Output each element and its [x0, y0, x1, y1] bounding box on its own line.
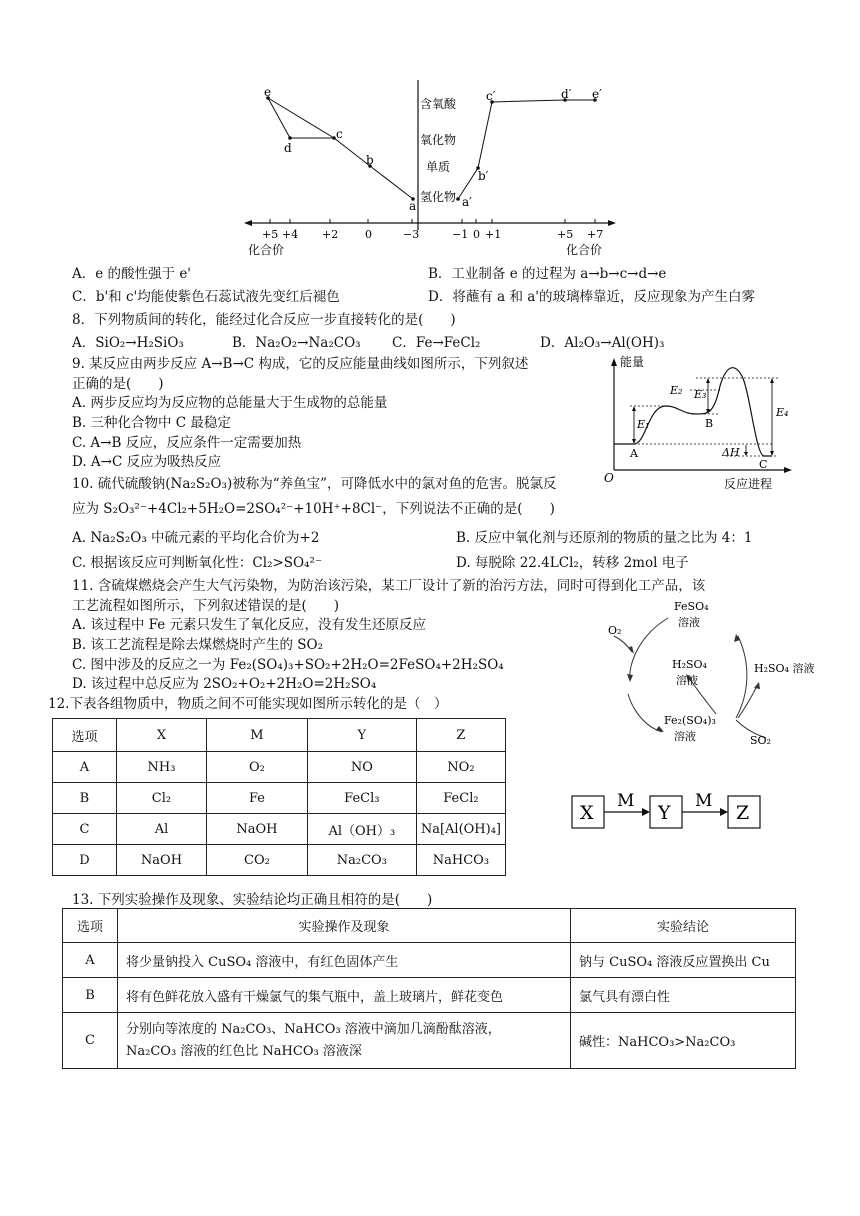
q11-option-b: B. 该工艺流程是除去煤燃烧时产生的 SO₂: [72, 637, 324, 653]
table-row: [53, 752, 506, 783]
point-label: e′: [592, 87, 602, 101]
table-cell: 氯气具有漂白性: [571, 978, 796, 1013]
q8-option-d: D．Al₂O₃→Al(OH)₃: [540, 335, 665, 351]
q9-option-c: C. A→B 反应，反应条件一定需要加热: [72, 435, 302, 451]
q9-option-d: D. A→C 反应为吸热反应: [72, 454, 222, 470]
h2so4-output-label: H₂SO₄ 溶液: [754, 662, 815, 675]
table-header: 选项: [53, 719, 117, 752]
q7-option-c: C．b'和 c'均能使紫色石蕊试液先变红后褪色: [72, 289, 340, 305]
table-cell: 将有色鲜花放入盛有干燥氯气的集气瓶中，盖上玻璃片，鲜花变色: [118, 978, 571, 1013]
q9-stem-cont: 正确的是( ): [72, 376, 164, 392]
tick-label: −1: [452, 228, 469, 241]
table-cell: 将少量钠投入 CuSO₄ 溶液中，有红色固体产生: [118, 943, 571, 978]
table-cell: NaOH: [207, 814, 308, 845]
feso4-label: FeSO₄: [674, 600, 709, 613]
q8-option-a: A．SiO₂→H₂SiO₃: [72, 335, 184, 351]
scheme-z: Z: [736, 802, 750, 824]
category-label: 含氧酸: [420, 97, 457, 111]
point-label: c: [336, 127, 343, 141]
table-header: M: [207, 719, 308, 752]
fe2so43-label: Fe₂(SO₄)₃: [664, 714, 716, 727]
table-header: X: [116, 719, 206, 752]
q11-option-c: C. 图中涉及的反应之一为 Fe₂(SO₄)₃+SO₂+2H₂O=2FeSO₄+2H₂SO₄: [72, 657, 504, 673]
table-cell: 钠与 CuSO₄ 溶液反应置换出 Cu: [571, 943, 796, 978]
category-label: 氢化物: [420, 190, 457, 204]
table-cell: C: [63, 1013, 118, 1069]
scheme-y: Y: [658, 802, 671, 824]
table-cell: NH₃: [116, 752, 206, 783]
fe2so43-solution-label: 溶液: [674, 730, 696, 743]
q13-table: [62, 908, 796, 1069]
point-label: a: [409, 199, 417, 213]
table-cell: B: [63, 978, 118, 1013]
table-header: 实验操作及现象: [118, 909, 571, 943]
q10-option-a: A. Na₂S₂O₃ 中硫元素的平均化合价为+2: [72, 530, 320, 546]
point-label: d: [284, 141, 292, 155]
scheme-x: X: [580, 802, 594, 824]
table-cell: CO₂: [207, 845, 308, 876]
process-flow-diagram: [598, 596, 826, 752]
tick-label: +4: [282, 228, 299, 241]
table-cell: FeCl₃: [307, 783, 416, 814]
table-row: [63, 1013, 796, 1069]
o2-label: O₂: [608, 624, 622, 637]
table-cell: Na₂CO₃: [307, 845, 416, 876]
origin-label: O: [604, 471, 614, 485]
table-cell: NO₂: [416, 752, 505, 783]
q8-option-c: C．Fe→FeCl₂: [392, 335, 481, 351]
q13-stem: 13. 下列实验操作及现象、实验结论均正确且相符的是( ): [72, 892, 433, 908]
q10-stem: 10. 硫代硫酸钠(Na₂S₂O₃)被称为“养鱼宝”，可降低水中的氯对鱼的危害。脱氯反: [72, 476, 557, 492]
q7-option-b: B．工业制备 e 的过程为 a→b→c→d→e: [428, 266, 667, 282]
cell-line: Na₂CO₃ 溶液的红色比 NaHCO₃ 溶液深: [126, 1043, 362, 1059]
q10-option-b: B. 反应中氧化剂与还原剂的物质的量之比为 4：1: [456, 530, 753, 546]
table-row: [63, 943, 796, 978]
table-header: Z: [416, 719, 505, 752]
point-label: b′: [478, 169, 489, 183]
table-header: Y: [307, 719, 416, 752]
table-cell: Al: [116, 814, 206, 845]
axis-label: 化合价: [566, 243, 603, 257]
e4-label: E₄: [776, 406, 789, 419]
q10-option-d: D. 每脱除 22.4LCl₂，转移 2mol 电子: [456, 555, 689, 571]
table-cell: C: [53, 814, 117, 845]
b-label: B: [705, 417, 714, 430]
table-row: [53, 783, 506, 814]
tick-label: +2: [322, 228, 339, 241]
q11-option-d: D. 该过程中总反应为 2SO₂+O₂+2H₂O=2H₂SO₄: [72, 676, 377, 692]
table-cell: B: [53, 783, 117, 814]
tick-label: −3: [403, 228, 420, 241]
tick-label: 0: [365, 228, 372, 241]
table-header: 实验结论: [571, 909, 796, 943]
x-axis-label: 反应进程: [724, 477, 773, 491]
e2-label: E₂: [670, 384, 683, 397]
tick-label: +5: [262, 228, 279, 241]
point-label: d′: [561, 87, 572, 101]
h2so4-input-solution-label: 溶液: [676, 674, 698, 687]
q10-option-c: C. 根据该反应可判断氧化性：Cl₂>SO₄²⁻: [72, 555, 323, 571]
q7-option-a: A．e 的酸性强于 e': [72, 266, 192, 282]
feso4-solution-label: 溶液: [678, 616, 700, 629]
q8-stem: 8．下列物质间的转化，能经过化合反应一步直接转化的是( ): [72, 312, 456, 328]
scheme-m2: M: [695, 791, 713, 811]
q9-option-b: B. 三种化合物中 C 最稳定: [72, 415, 231, 431]
table-cell: NaHCO₃: [416, 845, 505, 876]
delta-h-label: ΔH: [722, 446, 740, 459]
point-label: a′: [462, 195, 472, 209]
table-cell: 碱性：NaHCO₃>Na₂CO₃: [571, 1013, 796, 1069]
point-label: c′: [486, 89, 496, 103]
e1-label: E₁: [637, 418, 650, 431]
point-label: b: [366, 153, 374, 167]
cell-line: 分别向等浓度的 Na₂CO₃、NaHCO₃ 溶液中滴加几滴酚酞溶液，: [126, 1021, 501, 1037]
table-cell: NaOH: [116, 845, 206, 876]
table-cell: D: [53, 845, 117, 876]
point-label: e: [264, 85, 272, 99]
category-label: 氧化物: [420, 133, 457, 147]
table-cell: Al（OH）₃: [307, 814, 416, 845]
table-header: 选项: [63, 909, 118, 943]
y-axis-label: 能量: [620, 355, 645, 369]
tick-label: +5: [557, 228, 574, 241]
q8-option-b: B．Na₂O₂→Na₂CO₃: [232, 335, 361, 351]
q12-table: [52, 718, 506, 876]
q12-stem: 12.下表各组物质中，物质之间不可能实现如图所示转化的是（ ）: [48, 696, 448, 712]
h2so4-input-label: H₂SO₄: [672, 658, 707, 671]
q7-option-d: D．将蘸有 a 和 a'的玻璃棒靠近，反应现象为产生白雾: [428, 289, 756, 305]
energy-diagram: [596, 352, 796, 497]
q10-stem-cont: 应为 S₂O₃²⁻+4Cl₂+5H₂O=2SO₄²⁻+10H⁺+8Cl⁻，下列说法不正确的是( ): [72, 501, 555, 517]
tick-label: +7: [587, 228, 604, 241]
tick-label: +1: [485, 228, 502, 241]
scheme-m1: M: [617, 791, 635, 811]
q9-stem: 9. 某反应由两步反应 A→B→C 构成，它的反应能量曲线如图所示，下列叙述: [72, 356, 529, 372]
c-label: C: [759, 458, 768, 471]
q11-stem-cont: 工艺流程如图所示，下列叙述错误的是( ): [72, 598, 340, 614]
category-label: 单质: [426, 160, 451, 174]
table-row: [53, 845, 506, 876]
table-cell: Fe: [207, 783, 308, 814]
table-cell: Na[Al(OH)₄]: [416, 814, 505, 845]
q9-option-a: A. 两步反应均为反应物的总能量大于生成物的总能量: [72, 395, 388, 411]
so2-label: SO₂: [750, 734, 771, 747]
tick-label: 0: [473, 228, 480, 241]
table-cell: A: [63, 943, 118, 978]
table-cell: O₂: [207, 752, 308, 783]
e3-label: E₃: [694, 388, 707, 401]
valence-diagram: [240, 80, 620, 260]
table-cell: Cl₂: [116, 783, 206, 814]
table-cell: A: [53, 752, 117, 783]
axis-label: 化合价: [248, 243, 285, 257]
conversion-scheme: [568, 788, 768, 832]
table-cell: NO: [307, 752, 416, 783]
q11-option-a: A. 该过程中 Fe 元素只发生了氧化反应，没有发生还原反应: [72, 617, 427, 633]
table-cell: [118, 1013, 571, 1069]
table-row: [53, 814, 506, 845]
table-row: [63, 978, 796, 1013]
q11-stem: 11. 含硫煤燃烧会产生大气污染物，为防治该污染，某工厂设计了新的治污方法，同时可得到化工产品，该: [72, 578, 706, 594]
a-label: A: [630, 447, 638, 460]
table-cell: FeCl₂: [416, 783, 505, 814]
